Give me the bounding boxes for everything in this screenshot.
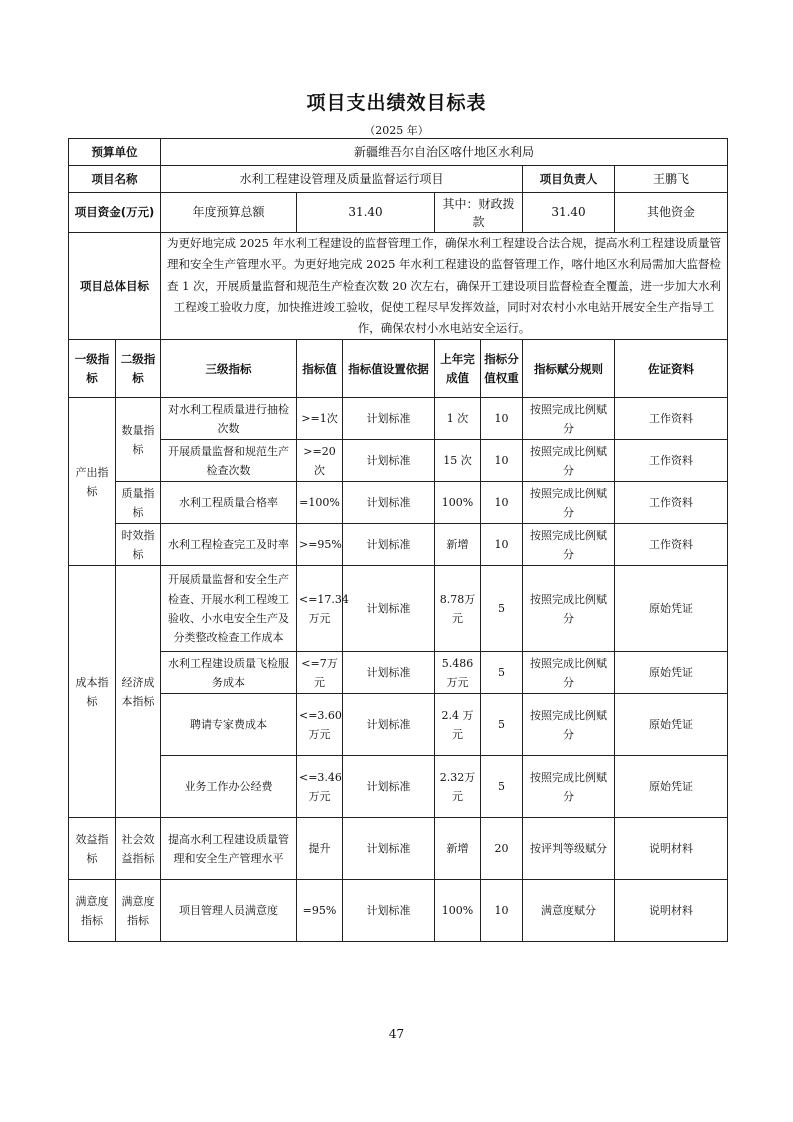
leader-value: 王鹏飞 <box>615 166 728 193</box>
table-row <box>69 880 728 942</box>
project-value: 水利工程建设管理及质量监督运行项目 <box>161 166 523 193</box>
table-row <box>69 756 728 818</box>
fiscal-value: 31.40 <box>523 193 615 233</box>
group-cost: 成本指标 <box>69 566 116 818</box>
indicator-evidence: 工作资料 <box>615 482 728 524</box>
performance-table <box>68 138 728 942</box>
indicator-basis: 计划标准 <box>343 482 435 524</box>
indicator-name: 开展质量监督和规范生产检查次数 <box>161 440 297 482</box>
indicator-weight: 20 <box>481 818 523 880</box>
header-weight: 指标分值权重 <box>481 340 523 398</box>
indicator-value: =100% <box>297 482 343 524</box>
indicator-last: 8.78万元 <box>435 566 481 652</box>
indicator-basis: 计划标准 <box>343 880 435 942</box>
indicator-value: 提升 <box>297 818 343 880</box>
indicator-value: =95% <box>297 880 343 942</box>
indicator-value: >=20次 <box>297 440 343 482</box>
fiscal-label: 其中：财政拨款 <box>435 193 523 233</box>
group-quality: 质量指标 <box>116 482 161 524</box>
indicator-weight: 5 <box>481 566 523 652</box>
indicator-weight: 5 <box>481 694 523 756</box>
table-row <box>69 440 728 482</box>
indicator-rule: 按照完成比例赋分 <box>523 440 615 482</box>
indicator-weight: 10 <box>481 440 523 482</box>
group-quantity: 数量指标 <box>116 398 161 482</box>
indicator-basis: 计划标准 <box>343 756 435 818</box>
group-output: 产出指标 <box>69 398 116 566</box>
table-row <box>69 524 728 566</box>
table-row <box>69 482 728 524</box>
indicator-weight: 5 <box>481 756 523 818</box>
indicator-evidence: 工作资料 <box>615 524 728 566</box>
indicator-basis: 计划标准 <box>343 566 435 652</box>
indicator-last: 2.4 万元 <box>435 694 481 756</box>
indicator-evidence: 说明材料 <box>615 818 728 880</box>
annual-label: 年度预算总额 <box>161 193 297 233</box>
indicator-name: 业务工作办公经费 <box>161 756 297 818</box>
group-economic: 经济成本指标 <box>116 566 161 818</box>
project-label: 项目名称 <box>69 166 161 193</box>
indicator-rule: 按照完成比例赋分 <box>523 482 615 524</box>
indicator-rule: 按照完成比例赋分 <box>523 566 615 652</box>
indicator-last: 100% <box>435 880 481 942</box>
indicator-basis: 计划标准 <box>343 652 435 694</box>
table-row <box>69 818 728 880</box>
indicator-weight: 10 <box>481 482 523 524</box>
indicator-last: 新增 <box>435 524 481 566</box>
goal-label: 项目总体目标 <box>69 233 161 340</box>
header-level2: 二级指标 <box>116 340 161 398</box>
indicator-last: 5.486万元 <box>435 652 481 694</box>
indicator-rule: 按照完成比例赋分 <box>523 652 615 694</box>
page-number: 47 <box>388 1027 405 1041</box>
indicator-rule: 按照完成比例赋分 <box>523 398 615 440</box>
indicator-basis: 计划标准 <box>343 524 435 566</box>
indicator-name: 对水利工程质量进行抽检次数 <box>161 398 297 440</box>
indicator-evidence: 工作资料 <box>615 440 728 482</box>
annual-value: 31.40 <box>297 193 435 233</box>
header-basis: 指标值设置依据 <box>343 340 435 398</box>
year-label: （2025 年） <box>364 124 429 137</box>
indicator-name: 开展质量监督和安全生产检查、开展水利工程竣工验收、小水电安全生产及分类整改检查工作成本 <box>161 566 297 652</box>
header-level1: 一级指标 <box>69 340 116 398</box>
indicator-basis: 计划标准 <box>343 398 435 440</box>
indicator-name: 水利工程质量合格率 <box>161 482 297 524</box>
fund-label: 项目资金(万元) <box>69 193 161 233</box>
indicator-value: >=95% <box>297 524 343 566</box>
indicator-name: 水利工程建设质量飞检服务成本 <box>161 652 297 694</box>
indicator-value: <=7万元 <box>297 652 343 694</box>
table-row <box>69 566 728 652</box>
indicator-basis: 计划标准 <box>343 694 435 756</box>
indicator-value: <=3.46万元 <box>297 756 343 818</box>
indicator-name: 项目管理人员满意度 <box>161 880 297 942</box>
table-row <box>69 694 728 756</box>
indicator-weight: 10 <box>481 880 523 942</box>
indicator-basis: 计划标准 <box>343 440 435 482</box>
group-satisfaction: 满意度指标 <box>69 880 116 942</box>
indicator-evidence: 说明材料 <box>615 880 728 942</box>
unit-label: 预算单位 <box>69 139 161 166</box>
indicator-last: 新增 <box>435 818 481 880</box>
indicator-rule: 按评判等级赋分 <box>523 818 615 880</box>
header-rule: 指标赋分规则 <box>523 340 615 398</box>
indicator-name: 提高水利工程建设质量管理和安全生产管理水平 <box>161 818 297 880</box>
indicator-last: 100% <box>435 482 481 524</box>
group-satisfaction-2: 满意度指标 <box>116 880 161 942</box>
indicator-weight: 5 <box>481 652 523 694</box>
group-social: 社会效益指标 <box>116 818 161 880</box>
indicator-rule: 按照完成比例赋分 <box>523 694 615 756</box>
header-evidence: 佐证资料 <box>615 340 728 398</box>
table-row <box>69 652 728 694</box>
group-benefit: 效益指标 <box>69 818 116 880</box>
goal-text: 为更好地完成 2025 年水利工程建设的监督管理工作，确保水利工程建设合法合规，提高水利工程建设质量管理和安全生产管理水平。为更好地完成 2025 年水利工程建设的监督管理工作，喀什地区水利局需加大监督检查 1 次，开展质量监督和规范生产检查次数 20 次左右，确保开工建设项目监督检查全覆盖，进一步加大水利工程竣工验收力度，加快推进竣工验收，促使工程尽早发挥效益，同时对农村小水电站开展安全生产指导工作，确保农村小水电站安全运行。 <box>161 233 728 340</box>
header-value: 指标值 <box>297 340 343 398</box>
indicator-weight: 10 <box>481 398 523 440</box>
indicator-basis: 计划标准 <box>343 818 435 880</box>
unit-value: 新疆维吾尔自治区喀什地区水利局 <box>161 139 728 166</box>
indicator-name: 聘请专家费成本 <box>161 694 297 756</box>
table-row <box>69 398 728 440</box>
indicator-evidence: 原始凭证 <box>615 756 728 818</box>
header-last-year: 上年完成值 <box>435 340 481 398</box>
indicator-evidence: 原始凭证 <box>615 652 728 694</box>
indicator-last: 2.32万元 <box>435 756 481 818</box>
indicator-value: <=3.60万元 <box>297 694 343 756</box>
indicator-last: 15 次 <box>435 440 481 482</box>
indicator-value: <=17.34万元 <box>297 566 343 652</box>
page-title: 项目支出绩效目标表 <box>306 92 487 114</box>
group-timeliness: 时效指标 <box>116 524 161 566</box>
indicator-value: >=1次 <box>297 398 343 440</box>
indicator-rule: 满意度赋分 <box>523 880 615 942</box>
indicator-evidence: 原始凭证 <box>615 566 728 652</box>
other-label: 其他资金 <box>615 193 728 233</box>
indicator-last: 1 次 <box>435 398 481 440</box>
indicator-evidence: 原始凭证 <box>615 694 728 756</box>
indicator-name: 水利工程检查完工及时率 <box>161 524 297 566</box>
indicator-weight: 10 <box>481 524 523 566</box>
leader-label: 项目负责人 <box>523 166 615 193</box>
indicator-rule: 按照完成比例赋分 <box>523 756 615 818</box>
indicator-evidence: 工作资料 <box>615 398 728 440</box>
header-level3: 三级指标 <box>161 340 297 398</box>
indicator-rule: 按照完成比例赋分 <box>523 524 615 566</box>
